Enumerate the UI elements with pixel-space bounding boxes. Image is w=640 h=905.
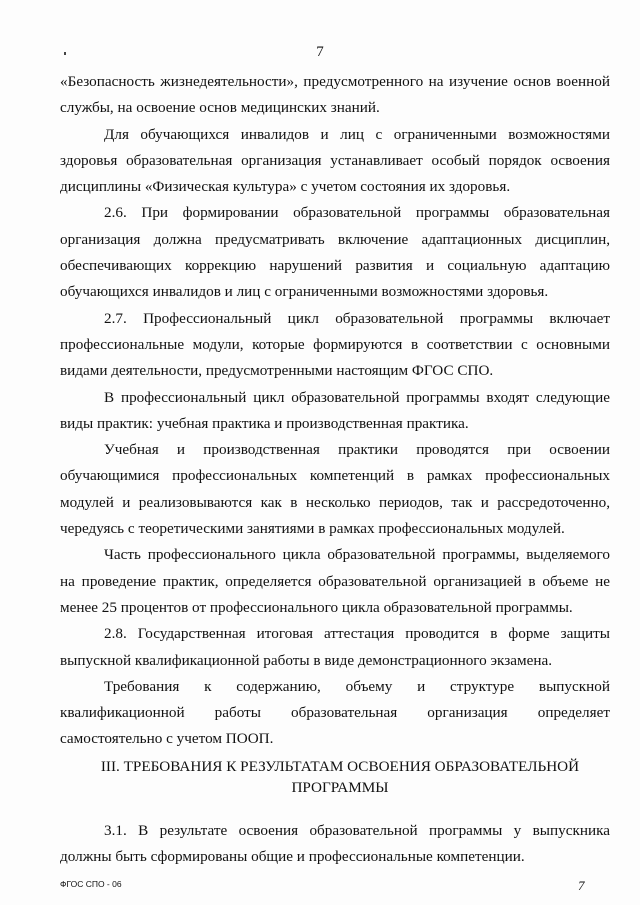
paragraph: В профессиональный цикл образовательной программы входят следующие виды практик: учебная практика и производственная практика. [60,388,610,432]
paragraph: Часть профессионального цикла образовательной программы, выделяемого на проведение практик, определяется образовательной организацией в объеме не менее 25 процентов от профессионального цикла образовательной программы. [60,546,610,616]
body-text [60,69,610,753]
scan-speck [64,52,66,55]
section-body-text [60,818,610,871]
paragraph: Учебная и производственная практики проводятся при освоении обучающимися профессиональных компетенций в рамках профессиональных модулей и реализовываются как в несколько периодов, так и рассредоточенно, чередуясь с теоретическими занятиями в рамках профессиональных модулей. [60,441,610,538]
paragraph-2-6: 2.6. При формировании образовательной программы образовательная организация должна предусматривать включение адаптационных дисциплин, обеспечивающих коррекцию нарушений развития и социальную адаптацию обучающихся инвалидов и лиц с ограниченными возможностями здоровья. [60,204,610,301]
paragraph-3-1: 3.1. В результате освоения образовательной программы у выпускника должны быть сформированы общие и профессиональные компетенции. [60,822,610,866]
paragraph-2-7: 2.7. Профессиональный цикл образовательной программы включает профессиональные модули, которые формируются в соответствии с основными видами деятельности, предусмотренными настоящим ФГОС СПО. [60,309,610,380]
paragraph: Для обучающихся инвалидов и лиц с ограниченными возможностями здоровья образовательная организация устанавливает особый порядок освоения дисциплины «Физическая культура» с учетом состояния их здоровья. [60,125,610,196]
footer-label: ФГОС СПО - 06 [60,879,122,889]
paragraph-2-8: 2.8. Государственная итоговая аттестация проводится в форме защиты выпускной квалификационной работы в виде демонстрационного экзамена. [60,625,610,669]
footer-page-mark: 7 [578,878,585,893]
page-number: 7 [316,44,324,60]
section-heading: III. ТРЕБОВАНИЯ К РЕЗУЛЬТАТАМ ОСВОЕНИЯ ОБРАЗОВАТЕЛЬНОЙ ПРОГРАММЫ [100,758,580,796]
paragraph-continuation: «Безопасность жизнедеятельности», предусмотренного на изучение основ военной службы, на освоение основ медицинских знаний. [60,73,610,117]
paragraph: Требования к содержанию, объему и структуре выпускной квалификационной работы образовательная организация определяет самостоятельно с учетом ПООП. [60,677,610,748]
